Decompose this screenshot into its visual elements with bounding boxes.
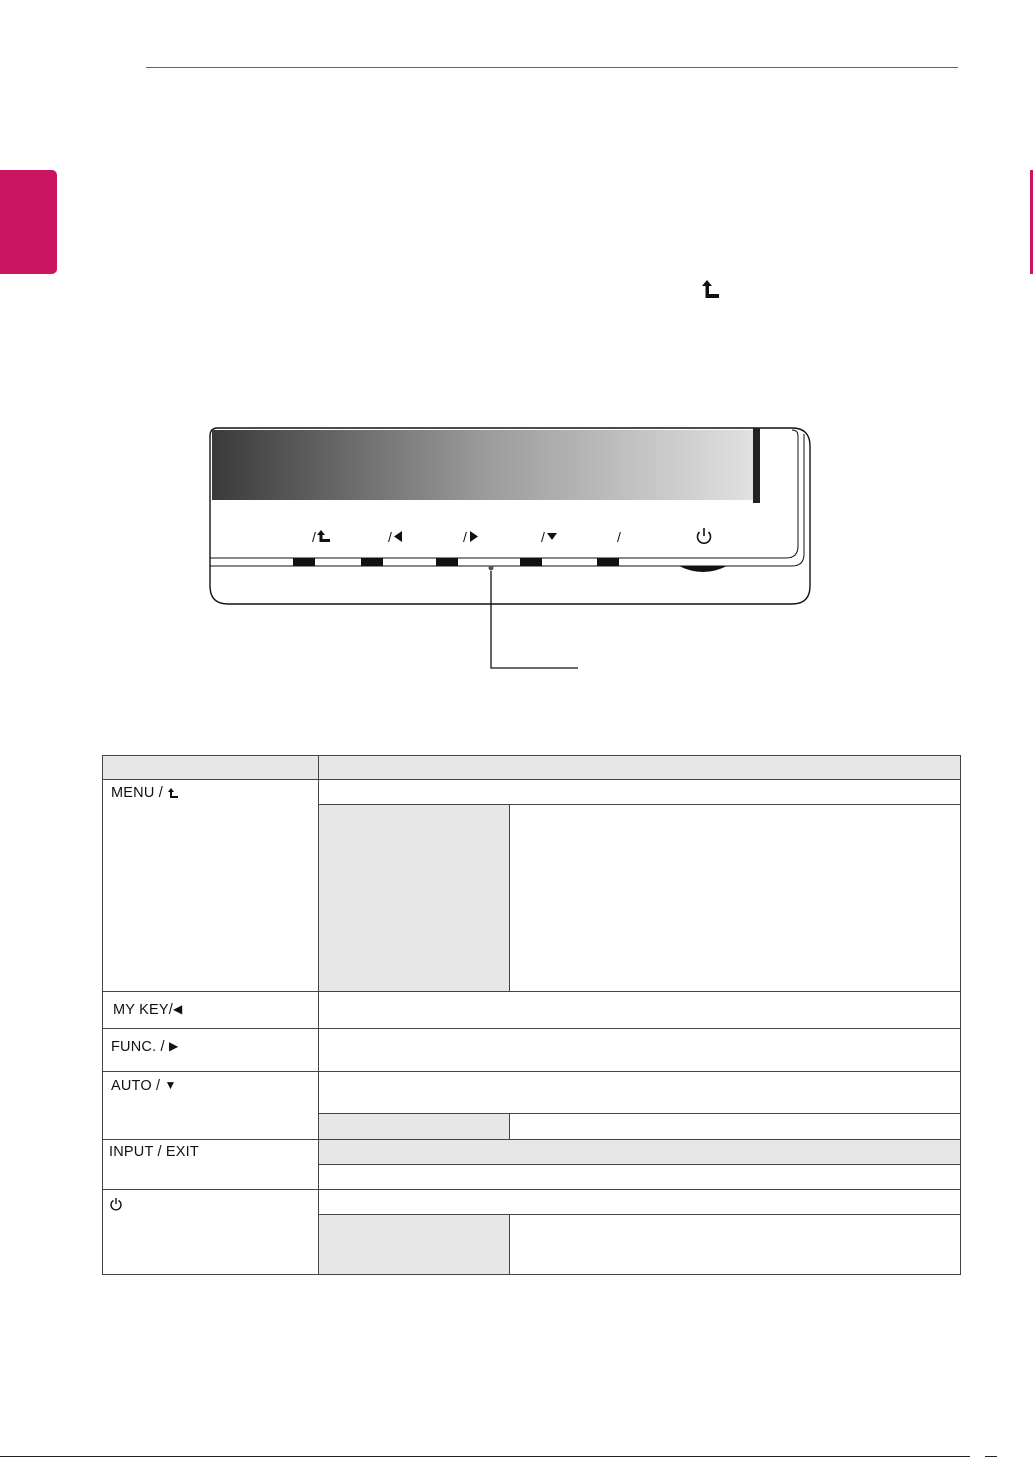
button-slot-4 [520, 558, 542, 566]
power-button-cell [103, 1190, 319, 1275]
func-button-label: FUNC. / [111, 1039, 169, 1055]
mykey-description-cell [319, 992, 961, 1029]
footer-rule [0, 1456, 970, 1457]
input-sub-header-cell [319, 1140, 961, 1165]
auto-description-cell [319, 1072, 961, 1114]
menu-button-cell [103, 780, 319, 992]
mykey-button-cell [103, 992, 319, 1029]
table-row [103, 1140, 961, 1165]
diagram-label-4: / [541, 529, 545, 545]
power-icon [697, 528, 710, 543]
mykey-button-label: MY KEY/ [113, 1002, 173, 1018]
power-led [489, 566, 494, 571]
power-button [679, 566, 727, 572]
left-triangle-icon: ◀ [172, 1002, 183, 1016]
down-triangle-icon: ▼ [164, 1078, 177, 1092]
menu-sub-label-cell [319, 805, 510, 992]
menu-button-label: MENU / [111, 785, 168, 801]
language-tab [0, 170, 57, 274]
auto-sub-description-cell [510, 1114, 961, 1140]
left-triangle-icon [394, 531, 402, 542]
func-button-cell [103, 1029, 319, 1072]
power-sub-description-cell [510, 1215, 961, 1275]
button-slot-3 [436, 558, 458, 566]
menu-description-cell [319, 780, 961, 805]
diagram-label-5: / [617, 529, 621, 545]
right-triangle-icon [470, 531, 478, 542]
auto-button-label: AUTO / [111, 1078, 165, 1094]
back-arrow-icon [167, 787, 179, 799]
footer-rule-end [985, 1456, 997, 1457]
power-icon [109, 1197, 123, 1211]
power-sub-label-cell [319, 1215, 510, 1275]
diagram-label-1: / [312, 529, 316, 545]
table-row [103, 1029, 961, 1072]
right-triangle-icon: ▶ [169, 1039, 179, 1053]
diagram-label-3: / [463, 529, 467, 545]
input-button-cell [103, 1140, 319, 1190]
button-slot-1 [293, 558, 315, 566]
auto-button-cell [103, 1072, 319, 1140]
table-row [103, 780, 961, 805]
table-row [103, 1190, 961, 1215]
auto-sub-label-cell [319, 1114, 510, 1140]
monitor-button-diagram [208, 426, 812, 676]
button-slot-5 [597, 558, 619, 566]
table-header-description [319, 756, 961, 780]
table-row [103, 1072, 961, 1114]
input-exit-button-label: INPUT / EXIT [109, 1144, 199, 1160]
table-header-row [103, 756, 961, 780]
down-triangle-icon [547, 533, 557, 540]
monitor-screen [212, 430, 758, 500]
header-rule [146, 67, 958, 68]
back-arrow-icon [317, 530, 330, 542]
button-slot-2 [361, 558, 383, 566]
menu-sub-description-cell [510, 805, 961, 992]
button-function-table [102, 755, 961, 1275]
power-description-cell [319, 1190, 961, 1215]
led-callout-line [491, 571, 578, 668]
input-description-cell [319, 1165, 961, 1190]
back-arrow-icon [702, 279, 720, 299]
table-row [103, 992, 961, 1029]
func-description-cell [319, 1029, 961, 1072]
diagram-label-2: / [388, 529, 392, 545]
table-header-button [103, 756, 319, 780]
